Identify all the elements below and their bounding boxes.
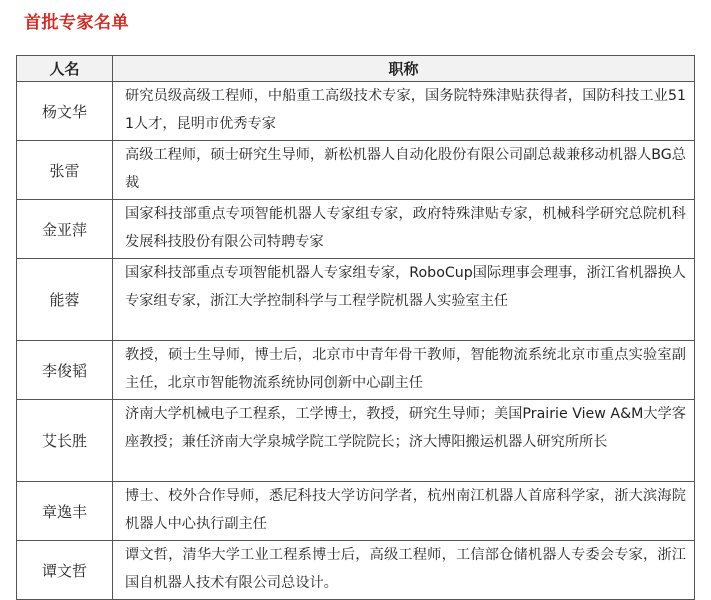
expert-title: 教授，硕士生导师，博士后，北京市中青年骨干教师，智能物流系统北京市重点实验室副主任，北京市智能物流系统协同创新中心副主任 bbox=[113, 341, 695, 400]
table-row bbox=[17, 400, 695, 482]
page-title: 首批专家名单 bbox=[24, 13, 129, 33]
expert-title: 研究员级高级工程师，中船重工高级技术专家，国务院特殊津贴获得者，国防科技工业511人才，昆明市优秀专家 bbox=[113, 82, 695, 141]
expert-name: 金亚萍 bbox=[17, 200, 113, 259]
expert-name: 杨文华 bbox=[17, 82, 113, 141]
expert-title: 谭文哲，清华大学工业工程系博士后，高级工程师，工信部仓储机器人专委会专家，浙江国自机器人技术有限公司总设计。 bbox=[113, 541, 695, 600]
table-row bbox=[17, 259, 695, 341]
table-row bbox=[17, 341, 695, 400]
expert-name: 谭文哲 bbox=[17, 541, 113, 600]
expert-name: 张雷 bbox=[17, 141, 113, 200]
expert-title: 博士、校外合作导师，悉尼科技大学访问学者，杭州南江机器人首席科学家，浙大滨海院机器人中心执行副主任 bbox=[113, 482, 695, 541]
expert-name: 艾长胜 bbox=[17, 400, 113, 482]
column-header-title: 职称 bbox=[113, 56, 695, 82]
expert-name: 章逸丰 bbox=[17, 482, 113, 541]
table-row bbox=[17, 82, 695, 141]
expert-name: 能蓉 bbox=[17, 259, 113, 341]
expert-table bbox=[16, 55, 695, 600]
table-row bbox=[17, 541, 695, 600]
expert-title: 济南大学机械电子工程系，工学博士，教授，研究生导师；美国Prairie View A&M大学客座教授；兼任济南大学泉城学院工学院院长；济大博阳搬运机器人研究所所长 bbox=[113, 400, 695, 482]
table-header-row bbox=[17, 56, 695, 82]
expert-title: 国家科技部重点专项智能机器人专家组专家，RoboCup国际理事会理事，浙江省机器换人专家组专家，浙江大学控制科学与工程学院机器人实验室主任 bbox=[113, 259, 695, 341]
expert-name: 李俊韬 bbox=[17, 341, 113, 400]
table-row bbox=[17, 200, 695, 259]
table-row bbox=[17, 141, 695, 200]
expert-title: 高级工程师，硕士研究生导师，新松机器人自动化股份有限公司副总裁兼移动机器人BG总裁 bbox=[113, 141, 695, 200]
expert-title: 国家科技部重点专项智能机器人专家组专家，政府特殊津贴专家，机械科学研究总院机科发展科技股份有限公司特聘专家 bbox=[113, 200, 695, 259]
column-header-name: 人名 bbox=[17, 56, 113, 82]
table-row bbox=[17, 482, 695, 541]
